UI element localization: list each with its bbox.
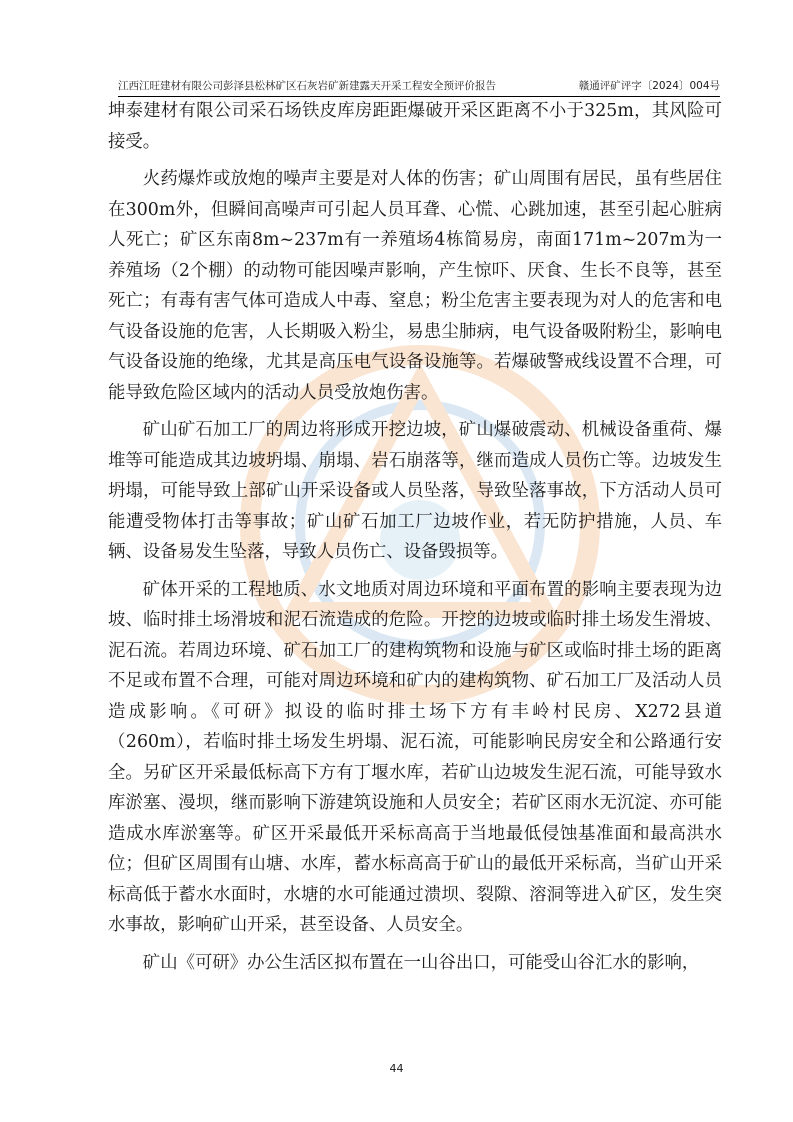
- paragraph: 火药爆炸或放炮的噪声主要是对人体的伤害；矿山周围有居民，虽有些居住在300m外，但瞬间高噪声可引起人员耳聋、心慌、心跳加速，甚至引起心脏病人死亡；矿区东南8m~237m有一养殖场4栋简易房，南面171m~207m为一养殖场（2个棚）的动物可能因噪声影响，产生惊吓、厌食、生长不良等，甚至死亡；有毒有害气体可造成人中毒、窒息；粉尘危害主要表现为对人的危害和电气设备设施的危害，人长期吸入粉尘，易患尘肺病，电气设备吸附粉尘，影响电气设备设施的绝缘，尤其是高压电气设备设施等。若爆破警戒线设置不合理，可能导致危险区域内的活动人员受放炮伤害。: [108, 169, 722, 403]
- paragraph: 矿体开采的工程地质、水文地质对周边环境和平面布置的影响主要表现为边坡、临时排土场滑坡和泥石流造成的危险。开挖的边坡或临时排土场发生滑坡、泥石流。若周边环境、矿石加工厂的建构筑物和设施与矿区或临时排土场的距离不足或布置不合理，可能对周边环境和矿内的建构筑物、矿石加工厂及活动人员造成影响。《可研》拟设的临时排土场下方有丰岭村民房、X272县道（260m），若临时排土场发生坍塌、泥石流，可能影响民房安全和公路通行安全。另矿区开采最低标高下方有丁堰水库，若矿山边坡发生泥石流，可能导致水库淤塞、漫坝，继而影响下游建筑设施和人员安全；若矿区雨水无沉淀、亦可能造成水库淤塞等。矿区开采最低开采标高高于当地最低侵蚀基准面和最高洪水位；但矿区周围有山塘、水库，蓄水标高高于矿山的最低开采标高，当矿山开采标高低于蓄水水面时，水塘的水可能通过溃坝、裂隙、溶洞等进入矿区，发生突水事故，影响矿山开采，甚至设备、人员安全。: [108, 579, 722, 935]
- paragraph: 矿山矿石加工厂的周边将形成开挖边坡，矿山爆破震动、机械设备重荷、爆堆等可能造成其边坡坍塌、崩塌、岩石崩落等，继而造成人员伤亡等。边坡发生坍塌，可能导致上部矿山开采设备或人员坠落，导致坠落事故，下方活动人员可能遭受物体打击等事故；矿山矿石加工厂边坡作业，若无防护措施，人员、车辆、设备易发生坠落，导致人员伤亡、设备毁损等。: [108, 420, 722, 562]
- page-header: [118, 78, 720, 97]
- page-number: 44: [389, 1062, 404, 1075]
- report-title: 江西江旺建材有限公司彭泽县松林矿区石灰岩矿新建露天开采工程安全预评价报告: [118, 80, 496, 92]
- paragraph: 坤泰建材有限公司采石场铁皮库房距距爆破开采区距离不小于325m，其风险可接受。: [108, 101, 722, 152]
- report-number: 赣通评矿评字〔2024〕004号: [578, 80, 720, 92]
- document-body: [108, 96, 722, 985]
- paragraph: 矿山《可研》办公生活区拟布置在一山谷出口，可能受山谷汇水的影响，: [142, 952, 700, 973]
